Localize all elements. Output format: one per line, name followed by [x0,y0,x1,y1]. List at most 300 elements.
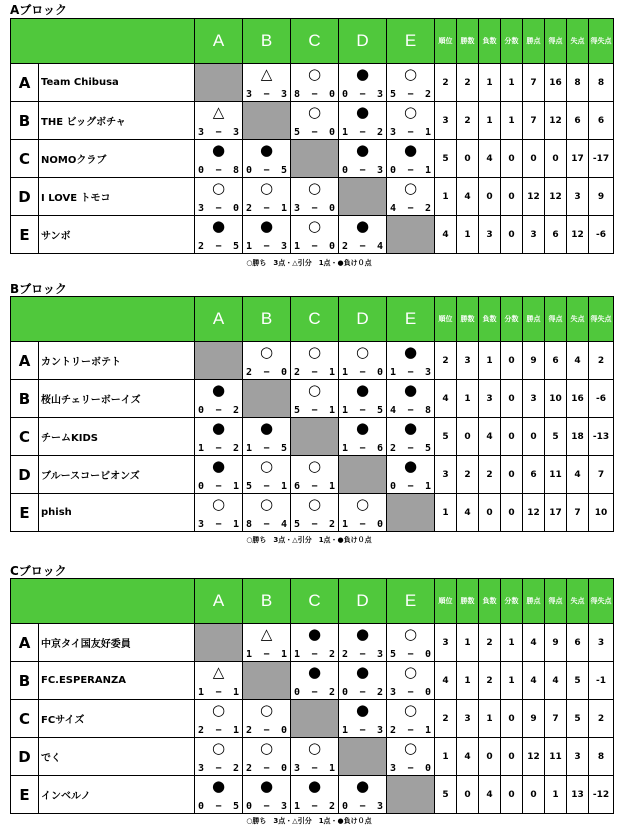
result-symbol-icon: ○ [355,343,370,361]
result-symbol-icon: ● [355,65,370,83]
header-blank [11,579,195,624]
stat-value: 0 [523,776,545,814]
header-blank [11,297,195,342]
goals-for: 1 [246,443,253,454]
stat-value: -6 [589,216,614,254]
match-result-cell [387,624,435,662]
stat-value: 0 [501,494,523,532]
goals-against: 5 [424,443,431,454]
stat-value: 6 [589,102,614,140]
team-name: FC.ESPERANZA [39,662,195,700]
match-result-cell [195,380,243,418]
match-result-cell [243,64,291,102]
goals-for: 2 [390,725,397,736]
goals-against: 5 [280,165,287,176]
team-name: phish [39,494,195,532]
goals-against: 3 [376,89,383,100]
goals-against: 0 [328,241,335,252]
match-result-cell [243,178,291,216]
stat-value: 8 [589,738,614,776]
stat-value: 7 [523,64,545,102]
stat-value: 5 [545,418,567,456]
team-row [11,494,614,532]
opponent-header: D [339,579,387,624]
stat-header: 失点 [567,579,589,624]
match-result-cell [387,700,435,738]
team-row [11,662,614,700]
stat-header: 得点 [545,579,567,624]
team-row [11,776,614,814]
match-result-cell [291,64,339,102]
result-symbol-icon: ○ [307,343,322,361]
result-symbol-icon: ● [355,663,370,681]
match-result-cell [243,418,291,456]
self-match-cell [387,776,435,814]
score-dash: − [311,649,318,660]
stat-value: 0 [501,418,523,456]
result-symbol-icon: ● [211,381,226,399]
goals-for: 1 [246,649,253,660]
match-result-cell [195,494,243,532]
block-title: Bブロック [10,282,67,296]
score-dash: − [263,165,270,176]
goals-against: 1 [328,481,335,492]
match-result-cell [243,342,291,380]
stat-value: 0 [523,418,545,456]
result-symbol-icon: ○ [211,701,226,719]
stat-value: 10 [545,380,567,418]
match-score [195,405,242,416]
stat-value: 0 [501,776,523,814]
goals-for: 4 [390,405,397,416]
opponent-header: B [243,19,291,64]
score-dash: − [359,725,366,736]
match-score [243,165,290,176]
result-symbol-icon: ● [403,381,418,399]
team-name: NOMOクラブ [39,140,195,178]
stat-value: 9 [523,342,545,380]
match-score [291,649,338,660]
stat-value: 0 [479,178,501,216]
score-dash: − [359,405,366,416]
stat-value: 0 [501,456,523,494]
team-letter: A [11,64,39,102]
goals-against: 3 [280,241,287,252]
goals-against: 1 [280,203,287,214]
goals-for: 8 [294,89,301,100]
stat-header: 得失点 [589,19,614,64]
stat-value: 6 [567,102,589,140]
goals-against: 1 [280,481,287,492]
opponent-header: B [243,579,291,624]
team-row [11,216,614,254]
match-result-cell [243,776,291,814]
result-symbol-icon: ● [307,663,322,681]
match-result-cell [387,178,435,216]
self-match-cell [243,662,291,700]
team-name: 桜山チェリーボーイズ [39,380,195,418]
goals-against: 3 [280,801,287,812]
self-match-cell [243,102,291,140]
goals-against: 3 [376,649,383,660]
score-dash: − [359,687,366,698]
team-row [11,380,614,418]
goals-for: 1 [294,649,301,660]
stat-header: 分数 [501,297,523,342]
goals-for: 1 [294,801,301,812]
stat-value: -12 [589,776,614,814]
stat-value: 0 [545,140,567,178]
score-dash: − [263,443,270,454]
stat-value: 3 [435,102,457,140]
team-name: インベルノ [39,776,195,814]
score-dash: − [311,241,318,252]
match-score [291,763,338,774]
score-dash: − [311,127,318,138]
goals-against: 1 [328,367,335,378]
goals-against: 0 [376,519,383,530]
stat-value: 4 [457,738,479,776]
score-dash: − [359,443,366,454]
team-name: でく [39,738,195,776]
goals-against: 2 [232,763,239,774]
stat-value: 3 [589,624,614,662]
stat-value: 4 [479,418,501,456]
match-result-cell [387,102,435,140]
match-result-cell [291,494,339,532]
goals-for: 0 [246,165,253,176]
match-score [243,89,290,100]
match-score [387,367,434,378]
stat-value: 4 [567,342,589,380]
score-dash: − [215,801,222,812]
score-dash: − [215,725,222,736]
goals-against: 0 [424,687,431,698]
team-row [11,64,614,102]
match-score [387,481,434,492]
stat-value: 12 [545,102,567,140]
match-score [195,241,242,252]
goals-against: 5 [232,801,239,812]
goals-for: 0 [198,405,205,416]
team-name: チームKIDS [39,418,195,456]
goals-for: 1 [342,443,349,454]
match-score [195,725,242,736]
stat-value: 2 [479,456,501,494]
goals-for: 5 [246,481,253,492]
goals-against: 0 [424,763,431,774]
stat-value: 2 [589,700,614,738]
stat-header: 分数 [501,19,523,64]
score-dash: − [263,89,270,100]
score-dash: − [263,481,270,492]
score-dash: − [311,519,318,530]
goals-against: 4 [376,241,383,252]
match-score [195,763,242,774]
result-symbol-icon: ● [307,777,322,795]
team-name: ブルースコービオンズ [39,456,195,494]
stat-header: 失点 [567,19,589,64]
match-score [243,649,290,660]
stat-value: 4 [457,178,479,216]
stat-value: 5 [567,662,589,700]
stat-value: 2 [479,624,501,662]
result-symbol-icon: ● [259,141,274,159]
header-row [11,19,614,64]
match-result-cell [195,418,243,456]
score-dash: − [407,367,414,378]
stat-header: 失点 [567,297,589,342]
match-score [291,203,338,214]
stat-value: 7 [523,102,545,140]
match-result-cell [387,738,435,776]
goals-against: 1 [280,649,287,660]
goals-against: 1 [232,481,239,492]
result-symbol-icon: ○ [307,65,322,83]
match-result-cell [339,102,387,140]
goals-against: 5 [280,443,287,454]
team-letter: C [11,700,39,738]
result-symbol-icon: ○ [211,495,226,513]
stat-value: 6 [523,456,545,494]
stat-header: 分数 [501,579,523,624]
opponent-header: E [387,19,435,64]
stat-value: 12 [523,178,545,216]
goals-for: 1 [342,127,349,138]
match-result-cell [243,700,291,738]
self-match-cell [195,64,243,102]
score-dash: − [263,367,270,378]
stat-value: 12 [545,178,567,216]
goals-against: 1 [232,725,239,736]
score-dash: − [359,649,366,660]
goals-for: 2 [246,725,253,736]
goals-against: 4 [280,519,287,530]
stat-value: 4 [523,662,545,700]
stat-value: 2 [435,700,457,738]
team-row [11,738,614,776]
stat-value: -17 [589,140,614,178]
team-letter: C [11,140,39,178]
goals-against: 2 [328,687,335,698]
result-symbol-icon: ○ [403,739,418,757]
score-dash: − [359,241,366,252]
score-dash: − [359,801,366,812]
match-result-cell [243,456,291,494]
result-symbol-icon: ○ [403,179,418,197]
match-score [243,801,290,812]
result-symbol-icon: ○ [403,701,418,719]
match-score [339,241,386,252]
team-name: FCサイズ [39,700,195,738]
stat-value: 0 [457,418,479,456]
stat-value: 6 [545,342,567,380]
stat-value: 2 [435,64,457,102]
match-score [387,165,434,176]
stat-value: 5 [435,418,457,456]
result-symbol-icon: ● [211,217,226,235]
match-score [387,763,434,774]
goals-for: 0 [342,89,349,100]
opponent-header: C [291,579,339,624]
score-dash: − [407,763,414,774]
stat-value: 1 [457,662,479,700]
result-symbol-icon: ○ [403,663,418,681]
stat-value: 7 [589,456,614,494]
result-symbol-icon: ○ [307,457,322,475]
stat-header: 勝数 [457,297,479,342]
goals-against: 5 [376,405,383,416]
stat-value: 0 [457,776,479,814]
match-score [195,519,242,530]
score-dash: − [215,405,222,416]
match-score [339,367,386,378]
team-row [11,102,614,140]
self-match-cell [291,140,339,178]
match-score [387,405,434,416]
goals-against: 3 [232,127,239,138]
score-dash: − [359,127,366,138]
result-symbol-icon: ○ [403,103,418,121]
result-symbol-icon: ● [259,777,274,795]
stat-value: 1 [457,216,479,254]
match-result-cell [291,624,339,662]
goals-against: 0 [280,367,287,378]
match-score [387,687,434,698]
self-match-cell [387,494,435,532]
stat-value: 17 [567,140,589,178]
team-name: I LOVE トモコ [39,178,195,216]
stat-value: 1 [479,102,501,140]
score-dash: − [215,203,222,214]
goals-for: 3 [390,127,397,138]
self-match-cell [387,216,435,254]
stat-header: 得点 [545,19,567,64]
result-symbol-icon: ● [355,701,370,719]
stat-value: 4 [479,140,501,178]
score-dash: − [215,481,222,492]
stat-value: 0 [501,216,523,254]
match-score [291,519,338,530]
team-letter: D [11,456,39,494]
stat-value: 3 [435,456,457,494]
score-dash: − [263,203,270,214]
match-score [339,165,386,176]
stat-value: 8 [589,64,614,102]
match-score [291,127,338,138]
goals-for: 1 [198,443,205,454]
goals-for: 5 [294,519,301,530]
goals-against: 2 [424,89,431,100]
stat-value: 1 [501,64,523,102]
result-symbol-icon: ○ [307,217,322,235]
goals-against: 2 [328,801,335,812]
stat-value: 0 [501,738,523,776]
stat-value: 9 [589,178,614,216]
result-symbol-icon: ○ [403,65,418,83]
team-row [11,418,614,456]
goals-against: 5 [232,241,239,252]
match-score [339,89,386,100]
stat-header: 得点 [545,297,567,342]
score-dash: − [215,763,222,774]
match-result-cell [291,776,339,814]
stat-header: 順位 [435,297,457,342]
match-result-cell [291,738,339,776]
team-letter: D [11,178,39,216]
opponent-header: E [387,297,435,342]
match-result-cell [291,380,339,418]
stat-value: 4 [435,662,457,700]
result-symbol-icon: ● [211,419,226,437]
score-dash: − [215,519,222,530]
stat-value: 2 [435,342,457,380]
team-name: 中京タイ国友好委員 [39,624,195,662]
match-result-cell [339,700,387,738]
match-result-cell [243,494,291,532]
match-score [291,687,338,698]
goals-for: 2 [342,649,349,660]
team-letter: E [11,776,39,814]
goals-against: 3 [376,165,383,176]
score-dash: − [407,687,414,698]
stat-value: 18 [567,418,589,456]
result-symbol-icon: ● [211,457,226,475]
goals-for: 0 [198,481,205,492]
goals-for: 0 [198,801,205,812]
result-symbol-icon: ● [355,103,370,121]
match-score [291,801,338,812]
goals-for: 3 [294,203,301,214]
stat-value: 12 [523,738,545,776]
stat-header: 負数 [479,19,501,64]
stat-value: 17 [545,494,567,532]
match-result-cell [195,456,243,494]
result-symbol-icon: ● [403,457,418,475]
match-score [195,687,242,698]
goals-for: 8 [246,519,253,530]
opponent-header: A [195,297,243,342]
match-result-cell [195,216,243,254]
match-score [339,443,386,454]
score-dash: − [407,127,414,138]
match-result-cell [195,102,243,140]
goals-against: 2 [328,519,335,530]
score-dash: − [215,165,222,176]
stat-value: 3 [523,380,545,418]
score-dash: − [407,203,414,214]
team-row [11,342,614,380]
score-dash: − [311,405,318,416]
match-result-cell [291,216,339,254]
score-dash: − [407,481,414,492]
match-score [195,481,242,492]
score-dash: − [311,203,318,214]
stat-value: 4 [435,380,457,418]
match-result-cell [339,418,387,456]
score-dash: − [407,725,414,736]
score-dash: − [311,481,318,492]
league-table [10,296,614,532]
result-symbol-icon: ● [259,419,274,437]
score-dash: − [263,725,270,736]
match-score [387,203,434,214]
goals-for: 3 [198,203,205,214]
league-table [10,578,614,814]
stat-value: 10 [589,494,614,532]
match-score [195,443,242,454]
match-result-cell [387,64,435,102]
